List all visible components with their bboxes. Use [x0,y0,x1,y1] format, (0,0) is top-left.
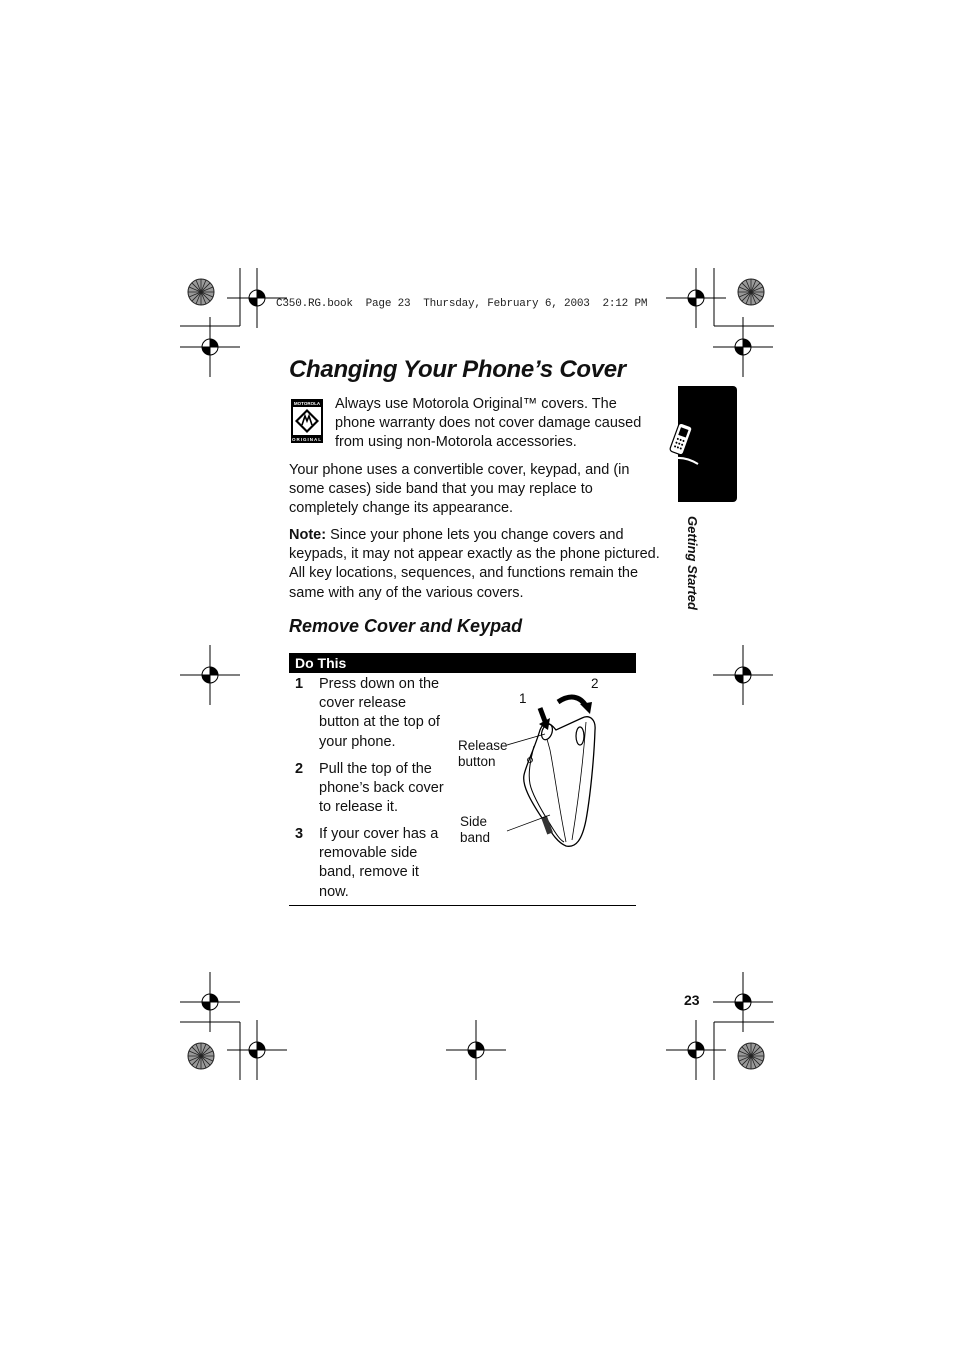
step-text: Pull the top of the phone’s back cover to release it. [319,761,444,816]
print-header-line: C350.RG.book Page 23 Thursday, February 6, 2003 2:12 PM [276,298,648,310]
logo-top-text: MOTOROLA [293,401,321,406]
note-text: Since your phone lets you change covers and keypads, it may not appear exactly as the phone pictured. All key locations, sequences, and functions remain the same with any of the various covers. [289,527,660,601]
side-band-label: Side band [460,814,491,845]
step-number: 2 [295,761,304,777]
table-bottom-rule [289,905,636,906]
note-label: Note: [289,527,327,543]
step-text: If your cover has a removable side band, remove it now. [319,826,439,900]
callout-2: 2 [591,676,599,691]
table-row [295,760,455,820]
table-row [295,675,455,755]
accessory-warning-text: Always use Motorola Original™ covers. The phone warranty does not cover damage caused from using non-Motorola accessories. [335,396,642,451]
section-title: Remove Cover and Keypad [289,616,523,636]
table-header: Do This [289,653,636,673]
callout-leader-lines [500,720,620,840]
motorola-original-logo-icon [291,399,323,443]
step-number: 3 [295,826,304,842]
section-label-text: Getting Started [685,516,700,610]
intro-paragraph: Your phone uses a convertible cover, keypad, and (in some cases) side band that you may replace to completely change its appearance. [289,462,630,517]
section-label [682,516,700,626]
phone-icon [654,420,702,468]
page-number: 23 [684,992,700,1008]
release-button-label: Release button [458,738,508,769]
step-number: 1 [295,676,304,692]
step-text: Press down on the cover release button at the top of your phone. [319,676,440,750]
table-row [295,825,455,905]
page-title: Changing Your Phone’s Cover [289,356,626,383]
logo-bottom-text: ORIGINAL [292,437,322,442]
callout-1: 1 [519,691,527,706]
note-paragraph [289,526,664,603]
